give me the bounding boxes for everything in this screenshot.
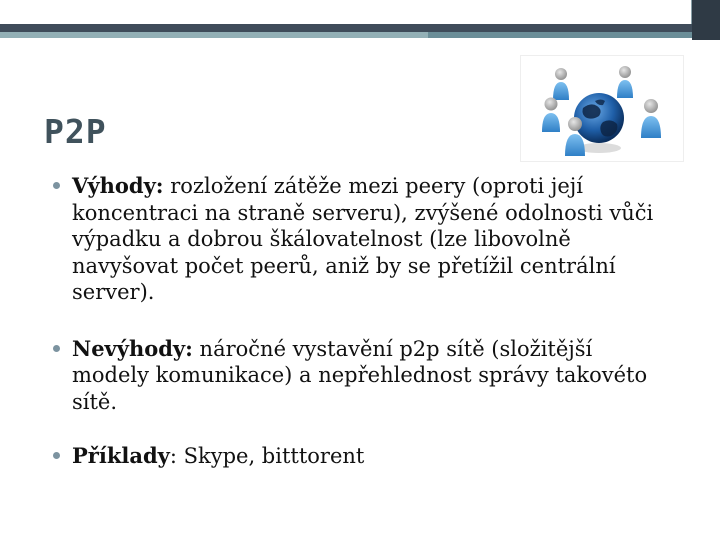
slide-content [48,173,658,470]
network-illustration [521,56,683,161]
bullet-keyword: Výhody: [72,173,164,198]
header-corner-block [692,0,720,40]
bullet-text: rozložení zátěže mezi peery (oproti její koncentraci na straně serveru), zvýšené odolnosti vůči výpadku a dobrou škálovatelnost (lze libovolně navyšovat počet peerů, aniž by se přetížil centrální server). [72,174,654,304]
header-step-band [428,32,720,38]
slide-header-decoration [0,0,720,40]
slide-title: P2P [44,112,107,151]
bullet-disadvantages [48,336,658,416]
bullet-dot-icon [53,345,60,352]
network-people-globe-icon [520,55,684,162]
header-dark-band [0,24,720,32]
bullet-text: náročné vystavění p2p sítě (složitější modely komunikace) a nepřehlednost správy takovéto sítě. [72,336,648,414]
bullet-advantages [48,173,658,306]
bullet-dot-icon [53,182,60,189]
bullet-keyword: Příklady [72,443,170,468]
bullet-dot-icon [53,452,60,459]
bullet-examples [48,443,658,470]
bullet-text: : Skype, bitttorent [169,444,365,468]
bullet-keyword: Nevýhody: [72,335,193,361]
